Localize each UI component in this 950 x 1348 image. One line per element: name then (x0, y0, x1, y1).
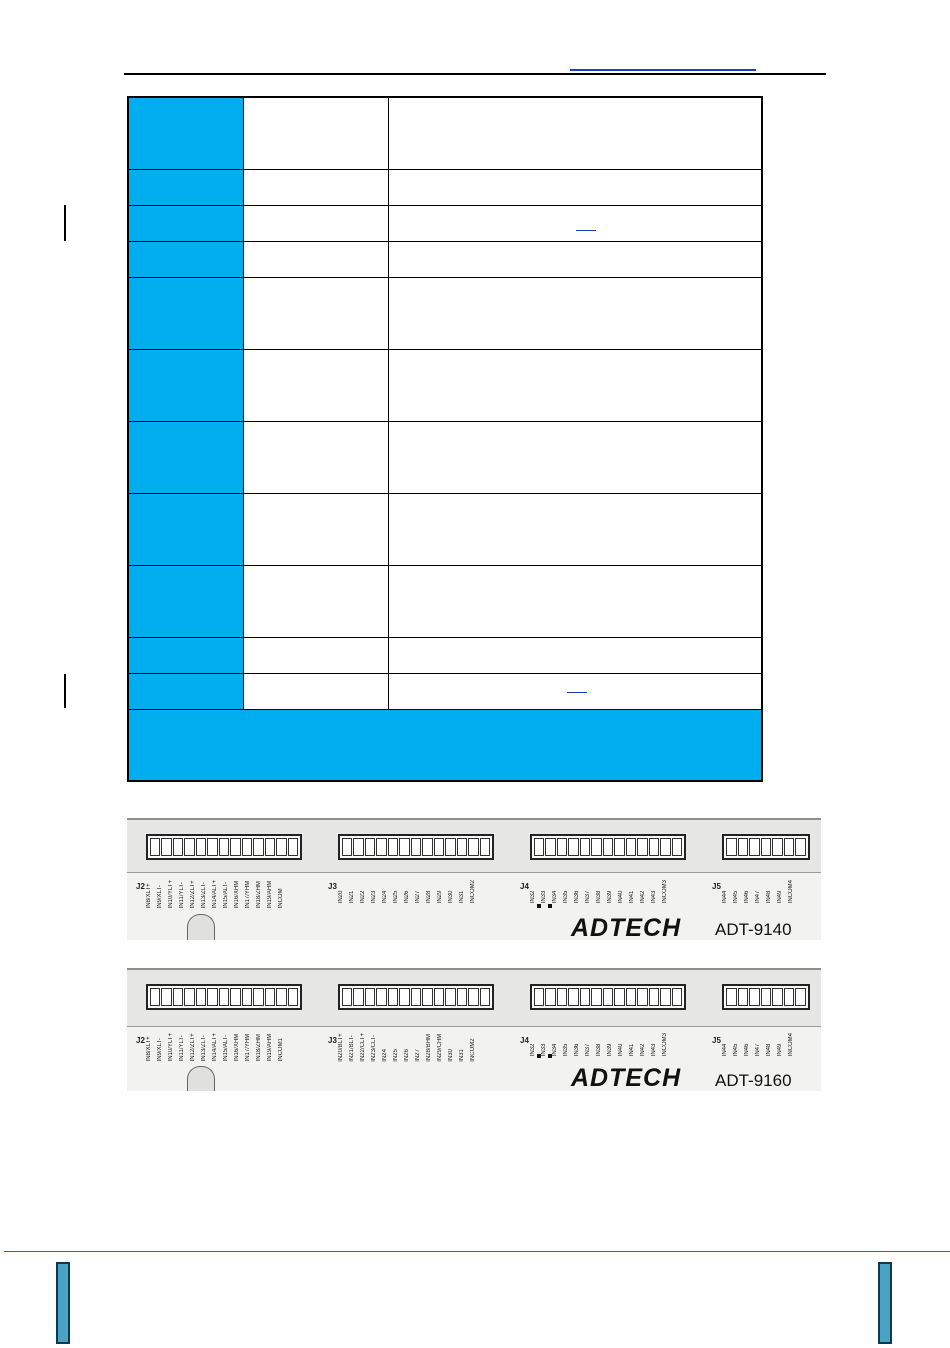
table-row (128, 637, 762, 673)
pin-label: IN37 (585, 890, 591, 904)
terminal-pin (342, 988, 352, 1006)
pin-label: IN35 (563, 1043, 569, 1057)
pin-label: IN28 (426, 890, 432, 904)
marker (548, 1054, 552, 1058)
pin-label: INCOM3 (662, 880, 668, 904)
footer-tab-right (878, 1262, 892, 1344)
pin-label: IN23 (371, 890, 377, 904)
terminal-pin (242, 988, 252, 1006)
pin-label: IN41 (629, 1043, 635, 1057)
terminal-pin (591, 838, 601, 856)
terminal-pin (784, 838, 795, 856)
terminal-pin (399, 838, 409, 856)
jack-label-j5: J5 (712, 882, 721, 891)
reference-link[interactable] (576, 230, 596, 231)
terminal-pin (422, 988, 432, 1006)
pin-label: IN36 (574, 1043, 580, 1057)
terminal-pin (637, 988, 647, 1006)
footer-rule (4, 1251, 950, 1252)
terminal-pin (457, 838, 467, 856)
pin-label: IN24 (382, 1049, 388, 1062)
jack-label-j5: J5 (712, 1036, 721, 1045)
terminal-pin (649, 838, 659, 856)
pin-label: IN12/ZLT+ (190, 1033, 196, 1062)
pin-label: IN32 (530, 1043, 536, 1057)
terminal-pin (253, 988, 263, 1006)
pin-label: IN14/ALT+ (212, 1033, 218, 1062)
latch-tab (187, 1066, 215, 1091)
pin-label: INCOM3 (662, 1033, 668, 1057)
terminal-pin (230, 988, 240, 1006)
terminal-pin (468, 988, 478, 1006)
terminal-pin (784, 988, 795, 1006)
pin-label: IN21/BLT- (349, 1035, 355, 1062)
pin-labels-j4 (530, 1033, 673, 1056)
table-row (128, 169, 762, 205)
pin-label: IN27 (415, 890, 421, 904)
terminal-pin (726, 988, 737, 1006)
pin-label: IN28/BHM (426, 1034, 432, 1062)
terminal-pin (614, 838, 624, 856)
terminal-pin (173, 988, 183, 1006)
terminal-pin (445, 838, 455, 856)
marker (548, 904, 552, 908)
pin-label: IN45 (733, 890, 739, 904)
pin-labels-j4 (530, 880, 673, 903)
pin-label: IN47 (755, 890, 761, 904)
connector-j3 (338, 984, 494, 1010)
latch-tab (187, 914, 215, 940)
pin-label: IN12/ZLT+ (190, 880, 196, 909)
terminal-pin (230, 838, 240, 856)
pin-label: IN11/YLT- (179, 1035, 185, 1062)
pin-label: IN25 (393, 1049, 399, 1062)
reference-link[interactable] (567, 692, 587, 693)
terminal-pin (557, 988, 567, 1006)
terminal-pin (568, 988, 578, 1006)
pin-label: IN33 (541, 890, 547, 904)
table-row (128, 205, 762, 241)
pin-label: INCOM (278, 888, 284, 909)
terminal-pin (772, 838, 783, 856)
pin-label: INCOM1 (278, 1038, 284, 1062)
pin-label: IN13/ZLT- (201, 1035, 207, 1062)
pin-labels-j2 (146, 880, 289, 908)
terminal-pin (219, 988, 229, 1006)
terminal-pin (591, 988, 601, 1006)
pin-label: IN22 (360, 890, 366, 904)
pin-label: IN23/CLT- (371, 1034, 377, 1062)
pin-label: IN19/AHM (267, 1033, 273, 1062)
change-bar (64, 674, 66, 708)
terminal-pin (288, 988, 298, 1006)
terminal-panel-9140 (127, 818, 821, 940)
table-row (128, 565, 762, 637)
terminal-pin (749, 988, 760, 1006)
terminal-panel-9160 (127, 968, 821, 1091)
pin-label: IN40 (618, 1043, 624, 1057)
table-row (128, 673, 762, 709)
pin-label: IN21 (349, 890, 355, 904)
pin-label: IN43 (651, 890, 657, 904)
terminal-pin (614, 988, 624, 1006)
terminal-pin (761, 988, 772, 1006)
jack-label-j4: J4 (520, 1036, 529, 1045)
terminal-pin (738, 988, 749, 1006)
pin-label: IN13/ZLT- (201, 882, 207, 909)
pin-label: IN31 (459, 890, 465, 904)
pin-label: IN25 (393, 890, 399, 904)
pin-label: IN11/YLT- (179, 882, 185, 909)
table-row (128, 349, 762, 421)
jack-label-j4: J4 (520, 882, 529, 891)
pin-label: IN45 (733, 1043, 739, 1057)
pin-label: IN31 (459, 1049, 465, 1062)
terminal-pin (196, 838, 206, 856)
pin-label: IN34 (552, 1043, 558, 1057)
terminal-pin (672, 988, 682, 1006)
terminal-pin (557, 838, 567, 856)
terminal-pin (545, 838, 555, 856)
pin-label: IN47 (755, 1043, 761, 1057)
pin-label: IN15/ALT- (223, 1034, 229, 1062)
pin-label: IN38 (596, 1043, 602, 1057)
connector-j5 (722, 984, 810, 1010)
terminal-pin (626, 988, 636, 1006)
terminal-pin (434, 838, 444, 856)
terminal-pin (242, 838, 252, 856)
pin-label: IN44 (722, 1043, 728, 1057)
terminal-pin (434, 988, 444, 1006)
terminal-pin (196, 988, 206, 1006)
pin-labels-j2 (146, 1033, 289, 1061)
terminal-pin (480, 838, 490, 856)
pin-label: IN49 (777, 1043, 783, 1057)
pin-label: IN20 (338, 890, 344, 904)
terminal-pin (353, 988, 363, 1006)
terminal-pin (580, 988, 590, 1006)
pin-label: IN49 (777, 890, 783, 904)
terminal-pin (660, 988, 670, 1006)
pin-label: IN17/YHM (245, 880, 251, 909)
pin-label: IN32 (530, 890, 536, 904)
pin-label: IN30 (448, 1049, 454, 1062)
terminal-pin (150, 988, 160, 1006)
terminal-pin (726, 838, 737, 856)
pin-label: IN36 (574, 890, 580, 904)
terminal-pin (580, 838, 590, 856)
pin-label: IN8/XLT+ (146, 1036, 152, 1062)
terminal-pin (795, 838, 806, 856)
pin-label: IN46 (744, 1043, 750, 1057)
pin-label: INCOM2 (470, 880, 476, 904)
pin-label: IN33 (541, 1043, 547, 1057)
terminal-pin (376, 988, 386, 1006)
terminal-pin (637, 838, 647, 856)
terminal-pin (603, 838, 613, 856)
pin-label: IN38 (596, 890, 602, 904)
pin-label: INCOM4 (788, 880, 794, 904)
pin-label: IN18/ZHM (256, 881, 262, 909)
pin-labels-j5 (722, 1033, 799, 1056)
pin-label: IN48 (766, 1043, 772, 1057)
terminal-pin (161, 838, 171, 856)
pin-label: IN10/YLT+ (168, 1033, 174, 1062)
pin-label: IN39 (607, 890, 613, 904)
terminal-pin (161, 988, 171, 1006)
pin-label: IN20/BLT+ (338, 1033, 344, 1062)
terminal-pin (749, 838, 760, 856)
terminal-pin (276, 988, 286, 1006)
pin-label: IN29/CHM (437, 1033, 443, 1062)
table-row (128, 709, 762, 781)
pin-label: IN16/XHM (234, 880, 240, 909)
pin-label: IN22/CLT+ (360, 1033, 366, 1062)
jack-label-j2: J2 (136, 882, 145, 891)
pin-label: IN42 (640, 890, 646, 904)
terminal-pin (207, 838, 217, 856)
terminal-pin (411, 838, 421, 856)
pin-labels-j5 (722, 880, 799, 903)
terminal-pin (265, 838, 275, 856)
table-row (128, 277, 762, 349)
terminal-pin (276, 838, 286, 856)
pin-label: IN9/XLT- (157, 1038, 163, 1062)
pin-label: IN19/AHM (267, 880, 273, 909)
terminal-pin (288, 838, 298, 856)
model-number: ADT-9160 (715, 1071, 792, 1090)
pin-label: IN37 (585, 1043, 591, 1057)
connector-j2 (146, 834, 302, 860)
pin-label: IN10/YLT+ (168, 880, 174, 909)
pin-label: IN41 (629, 890, 635, 904)
terminal-pin (534, 838, 544, 856)
pin-label: IN24 (382, 890, 388, 904)
terminal-pin (353, 838, 363, 856)
pin-label: IN29 (437, 890, 443, 904)
terminal-pin (457, 988, 467, 1006)
terminal-pin (649, 988, 659, 1006)
pin-label: IN46 (744, 890, 750, 904)
terminal-pin (173, 838, 183, 856)
terminal-pin (219, 838, 229, 856)
pin-label: IN39 (607, 1043, 613, 1057)
pin-label: IN43 (651, 1043, 657, 1057)
terminal-pin (365, 988, 375, 1006)
terminal-pin (534, 988, 544, 1006)
terminal-pin (422, 838, 432, 856)
table-row (128, 97, 762, 169)
pin-label: IN17/YHM (245, 1033, 251, 1062)
jack-label-j2: J2 (136, 1036, 145, 1045)
pin-label: IN26 (404, 890, 410, 904)
spec-table (127, 96, 763, 782)
header-rule (124, 73, 826, 75)
terminal-pin (253, 838, 263, 856)
marker (537, 1054, 541, 1058)
terminal-pin (480, 988, 490, 1006)
pin-label: IN35 (563, 890, 569, 904)
pin-label: IN8/XLT+ (146, 883, 152, 909)
pin-label: IN27 (415, 1049, 421, 1062)
connector-j2 (146, 984, 302, 1010)
connector-j4 (530, 984, 686, 1010)
table-row (128, 493, 762, 565)
pin-label: IN9/XLT- (157, 885, 163, 909)
pin-label: INCOM4 (788, 1033, 794, 1057)
header-link-underline[interactable] (570, 69, 756, 71)
terminal-pin (738, 838, 749, 856)
terminal-pin (150, 838, 160, 856)
terminal-pin (365, 838, 375, 856)
terminal-pin (445, 988, 455, 1006)
terminal-pin (468, 838, 478, 856)
pin-label: IN16/XHM (234, 1033, 240, 1062)
pin-label: IN48 (766, 890, 772, 904)
pin-label: IN44 (722, 890, 728, 904)
pin-label: IN26 (404, 1049, 410, 1062)
terminal-pin (761, 838, 772, 856)
pin-label: INCOM2 (470, 1038, 476, 1062)
brand-logo: ADTECH (571, 914, 682, 940)
terminal-pin (207, 988, 217, 1006)
terminal-pin (184, 838, 194, 856)
terminal-pin (376, 838, 386, 856)
terminal-pin (603, 988, 613, 1006)
terminal-pin (545, 988, 555, 1006)
terminal-pin (265, 988, 275, 1006)
model-number: ADT-9140 (715, 920, 792, 939)
terminal-pin (342, 838, 352, 856)
brand-logo: ADTECH (571, 1064, 682, 1091)
pin-label: IN34 (552, 890, 558, 904)
pin-label: IN15/ALT- (223, 881, 229, 909)
pin-label: IN18/ZHM (256, 1034, 262, 1062)
terminal-pin (672, 838, 682, 856)
connector-j3 (338, 834, 494, 860)
table-row (128, 241, 762, 277)
pin-label: IN30 (448, 890, 454, 904)
terminal-pin (795, 988, 806, 1006)
terminal-pin (399, 988, 409, 1006)
pin-label: IN40 (618, 890, 624, 904)
jack-label-j3: J3 (328, 1036, 337, 1045)
terminal-pin (184, 988, 194, 1006)
terminal-pin (660, 838, 670, 856)
pin-label: IN42 (640, 1043, 646, 1057)
table-row (128, 421, 762, 493)
jack-label-j3: J3 (328, 882, 337, 891)
marker (537, 904, 541, 908)
pin-labels-j3 (338, 880, 481, 903)
terminal-pin (388, 988, 398, 1006)
footer-tab-left (56, 1262, 70, 1344)
connector-j4 (530, 834, 686, 860)
connector-j5 (722, 834, 810, 860)
change-bar (64, 205, 66, 241)
terminal-pin (772, 988, 783, 1006)
pin-label: IN14/ALT+ (212, 880, 218, 909)
terminal-pin (411, 988, 421, 1006)
pin-labels-j3 (338, 1033, 481, 1062)
terminal-pin (626, 838, 636, 856)
terminal-pin (568, 838, 578, 856)
terminal-pin (388, 838, 398, 856)
